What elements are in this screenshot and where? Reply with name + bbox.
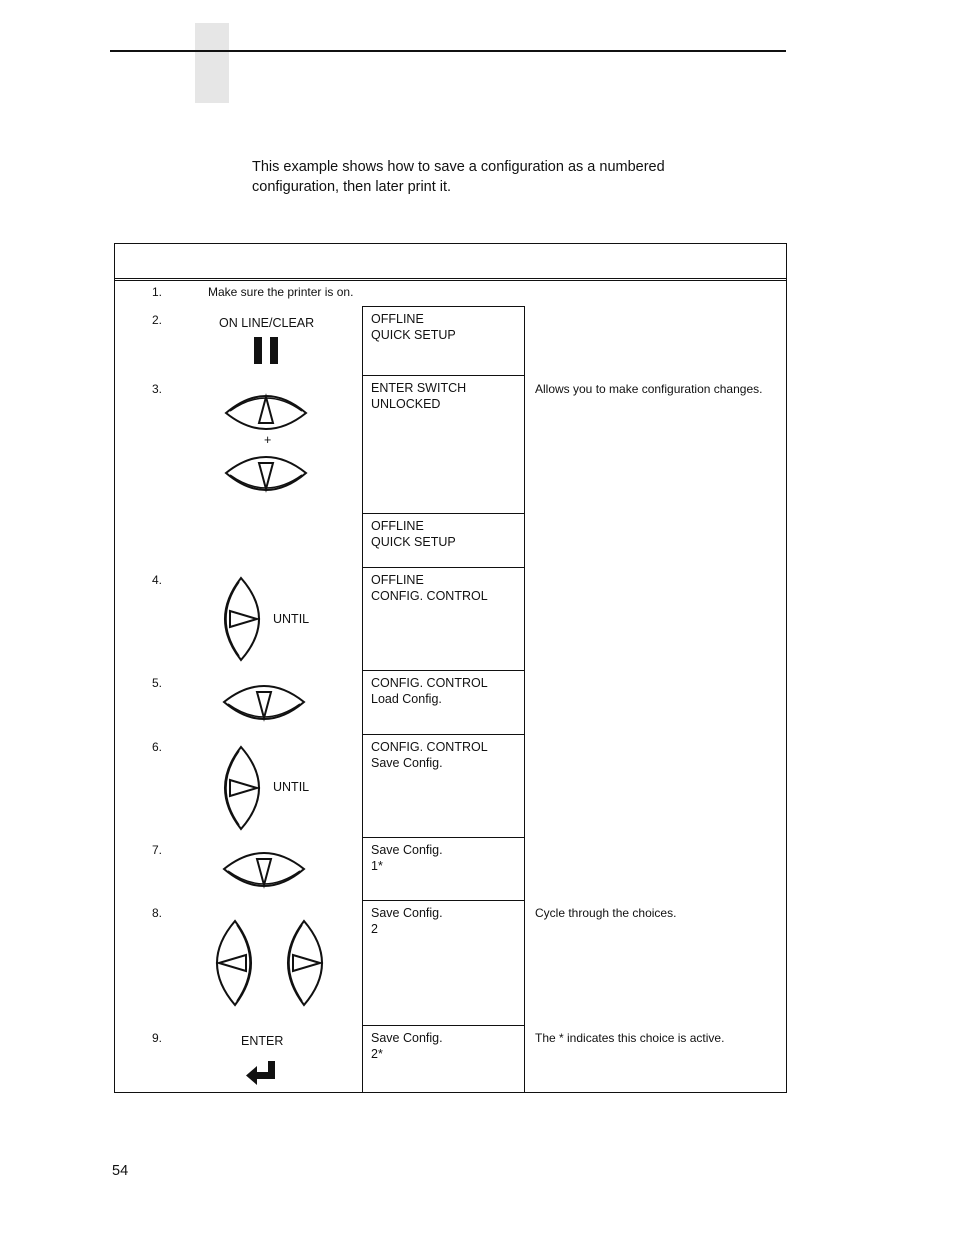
display-line: OFFLINE — [371, 573, 424, 587]
display-cell-9 — [362, 1025, 525, 1092]
online-clear-label: ON LINE/CLEAR — [219, 316, 315, 330]
step-2-number: 2. — [152, 313, 163, 327]
step-3-note: Allows you to make configuration changes. — [535, 382, 763, 396]
intro-line-1: This example shows how to save a configuration as a numbered — [252, 159, 665, 175]
until-label: UNTIL — [273, 612, 310, 626]
step-6-number: 6. — [152, 740, 163, 754]
plus-sign: + — [264, 433, 272, 447]
display-cell-8 — [362, 900, 525, 1026]
display-line: 2* — [371, 1046, 383, 1061]
display-line: Save Config. — [371, 1031, 443, 1045]
down-key-icon — [223, 451, 309, 497]
display-line: QUICK SETUP — [371, 534, 456, 549]
display-line: CONFIG. CONTROL — [371, 588, 488, 603]
table-header-row — [115, 244, 786, 279]
step-8-number: 8. — [152, 906, 163, 920]
pause-icon — [252, 335, 282, 365]
display-line: Load Config. — [371, 691, 442, 706]
page-number: 54 — [112, 1163, 129, 1179]
down-key-icon — [221, 680, 307, 726]
display-cell-6 — [362, 734, 525, 838]
header-double-rule — [115, 280, 786, 281]
enter-label: ENTER — [241, 1034, 284, 1048]
display-cell-4 — [362, 567, 525, 671]
display-cell-2 — [362, 306, 525, 376]
display-cell-3 — [362, 375, 525, 514]
step-9-number: 9. — [152, 1031, 163, 1045]
display-cell-5 — [362, 670, 525, 735]
step-9-note: The * indicates this choice is active. — [535, 1031, 725, 1045]
display-line: ENTER SWITCH — [371, 381, 467, 395]
display-line: CONFIG. CONTROL — [371, 740, 488, 754]
display-line: QUICK SETUP — [371, 327, 456, 342]
procedure-table — [114, 243, 787, 1093]
display-line: UNLOCKED — [371, 396, 441, 411]
display-line: Save Config. — [371, 755, 443, 770]
intro-paragraph — [252, 158, 732, 197]
prev-key-icon — [211, 918, 259, 1008]
down-key-icon — [221, 847, 307, 893]
enter-icon — [245, 1059, 279, 1085]
next-key-icon — [217, 575, 265, 663]
next-key-icon — [217, 744, 265, 832]
chapter-tab — [195, 23, 229, 103]
display-line: CONFIG. CONTROL — [371, 676, 488, 690]
next-key-icon — [280, 918, 328, 1008]
step-1-text: Make sure the printer is on. — [208, 285, 354, 299]
display-line: 2 — [371, 921, 378, 936]
intro-line-2: configuration, then later print it. — [252, 178, 452, 195]
display-line: OFFLINE — [371, 312, 424, 326]
until-label: UNTIL — [273, 780, 310, 794]
display-line: 1* — [371, 858, 383, 873]
display-cell-7 — [362, 837, 525, 901]
step-4-number: 4. — [152, 573, 163, 587]
step-7-number: 7. — [152, 843, 163, 857]
header-rule — [110, 50, 786, 52]
display-cell-3b — [362, 513, 525, 568]
up-key-icon — [223, 389, 309, 435]
step-1-number: 1. — [152, 285, 163, 299]
display-line: Save Config. — [371, 843, 443, 857]
step-8-note: Cycle through the choices. — [535, 906, 677, 920]
display-line: OFFLINE — [371, 519, 424, 533]
step-5-number: 5. — [152, 676, 163, 690]
display-line: Save Config. — [371, 906, 443, 920]
step-3-number: 3. — [152, 382, 163, 396]
